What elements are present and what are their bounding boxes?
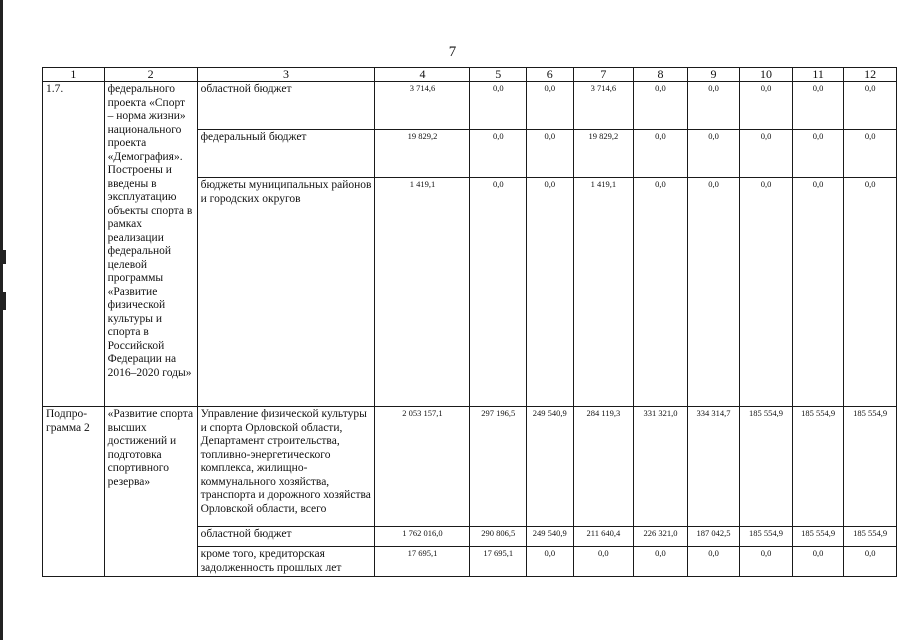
value-cell: 0,0	[844, 178, 897, 407]
value-cell: 0,0	[634, 547, 688, 577]
row-description: «Развитие спорта высших достижений и подготовка спортивного резерва»	[104, 407, 197, 577]
value-cell: 297 196,5	[470, 407, 527, 527]
value-cell: 226 321,0	[634, 527, 688, 547]
column-header: 6	[527, 68, 573, 82]
column-header: 11	[792, 68, 844, 82]
value-cell: 0,0	[844, 130, 897, 178]
page-left-edge	[0, 0, 3, 640]
value-cell: 0,0	[792, 130, 844, 178]
value-cell: 0,0	[573, 547, 634, 577]
value-cell: 0,0	[687, 178, 740, 407]
value-cell: 1 762 016,0	[375, 527, 470, 547]
column-header: 2	[104, 68, 197, 82]
column-header: 7	[573, 68, 634, 82]
value-cell: 0,0	[844, 547, 897, 577]
value-cell: 0,0	[687, 547, 740, 577]
value-cell: 334 314,7	[687, 407, 740, 527]
value-cell: 0,0	[687, 82, 740, 130]
value-cell: 0,0	[634, 178, 688, 407]
value-cell: 249 540,9	[527, 407, 573, 527]
column-header: 3	[197, 68, 375, 82]
value-cell: 2 053 157,1	[375, 407, 470, 527]
value-cell: 331 321,0	[634, 407, 688, 527]
column-header: 9	[687, 68, 740, 82]
row-code: Подпро-грамма 2	[43, 407, 105, 577]
value-cell: 185 554,9	[792, 407, 844, 527]
budget-table	[42, 67, 897, 577]
table-row	[43, 82, 897, 130]
value-cell: 185 554,9	[844, 527, 897, 547]
row-description: федерального проекта «Спорт – норма жизни» национального проекта «Демография». Построены и введены в эксплуатацию объекты спорта в рамках реализации федеральной целевой программы «Развитие физической культуры и спорта в Российской Федерации на 2016–2020 годы»	[104, 82, 197, 407]
value-cell: 0,0	[470, 178, 527, 407]
header-row	[43, 68, 897, 82]
value-cell: 17 695,1	[470, 547, 527, 577]
value-cell: 19 829,2	[375, 130, 470, 178]
value-cell: 0,0	[792, 82, 844, 130]
value-cell: 185 554,9	[844, 407, 897, 527]
value-cell: 3 714,6	[375, 82, 470, 130]
funding-source: Управление физической культуры и спорта Орловской области, Департамент строительства, топливно-энергетического комплекса, жилищно-коммунального хозяйства, транспорта и дорожного хозяйства Орловской области, всего	[197, 407, 375, 527]
value-cell: 0,0	[527, 130, 573, 178]
value-cell: 19 829,2	[573, 130, 634, 178]
value-cell: 0,0	[470, 82, 527, 130]
funding-source: областной бюджет	[197, 527, 375, 547]
value-cell: 1 419,1	[375, 178, 470, 407]
value-cell: 0,0	[527, 178, 573, 407]
column-header: 8	[634, 68, 688, 82]
value-cell: 185 554,9	[792, 527, 844, 547]
column-header: 12	[844, 68, 897, 82]
funding-source: бюджеты муниципальных районов и городских округов	[197, 178, 375, 407]
value-cell: 0,0	[844, 82, 897, 130]
value-cell: 0,0	[634, 82, 688, 130]
funding-source: кроме того, кредиторская задолженность прошлых лет	[197, 547, 375, 577]
funding-source: областной бюджет	[197, 82, 375, 130]
row-code: 1.7.	[43, 82, 105, 407]
value-cell: 290 806,5	[470, 527, 527, 547]
table-row	[43, 407, 897, 527]
column-header: 5	[470, 68, 527, 82]
value-cell: 17 695,1	[375, 547, 470, 577]
value-cell: 284 119,3	[573, 407, 634, 527]
funding-source: федеральный бюджет	[197, 130, 375, 178]
value-cell: 0,0	[740, 178, 793, 407]
value-cell: 185 554,9	[740, 527, 793, 547]
column-header: 4	[375, 68, 470, 82]
column-header: 10	[740, 68, 793, 82]
value-cell: 0,0	[527, 82, 573, 130]
value-cell: 1 419,1	[573, 178, 634, 407]
value-cell: 0,0	[527, 547, 573, 577]
page-number: 7	[448, 44, 457, 60]
column-header: 1	[43, 68, 105, 82]
value-cell: 3 714,6	[573, 82, 634, 130]
value-cell: 211 640,4	[573, 527, 634, 547]
value-cell: 0,0	[740, 82, 793, 130]
value-cell: 0,0	[470, 130, 527, 178]
value-cell: 0,0	[634, 130, 688, 178]
value-cell: 187 042,5	[687, 527, 740, 547]
value-cell: 0,0	[740, 130, 793, 178]
value-cell: 0,0	[740, 547, 793, 577]
value-cell: 0,0	[792, 547, 844, 577]
value-cell: 249 540,9	[527, 527, 573, 547]
edge-mark	[0, 292, 6, 310]
value-cell: 0,0	[687, 130, 740, 178]
value-cell: 185 554,9	[740, 407, 793, 527]
value-cell: 0,0	[792, 178, 844, 407]
edge-mark	[0, 250, 6, 264]
